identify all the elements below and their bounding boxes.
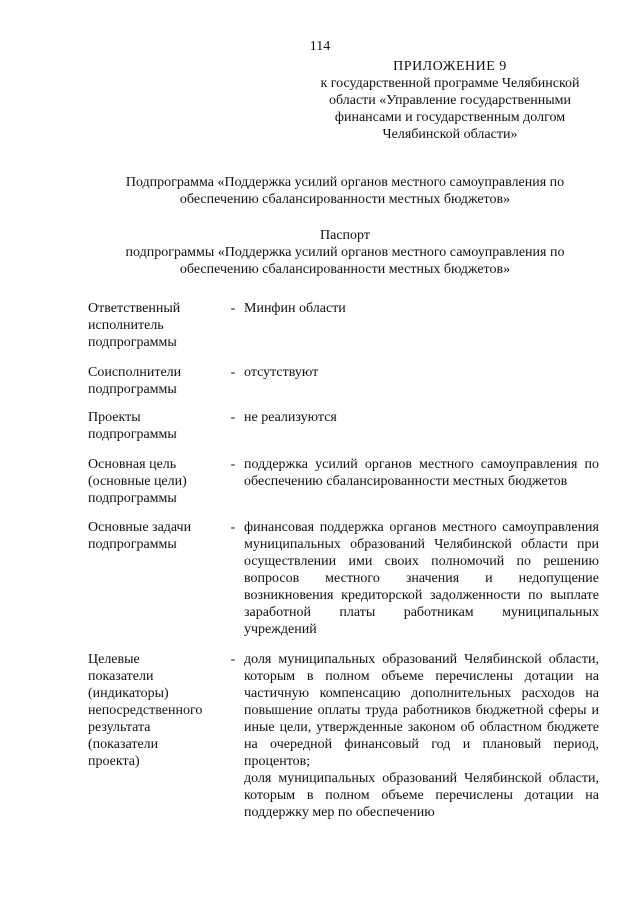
subprogram-heading [95,174,595,208]
row-dash: - [230,457,236,472]
row-label-line: подпрограммы [88,537,177,552]
row-value-paragraph: Минфин области [244,301,346,316]
row-label-line: результата [88,720,151,735]
row-value [244,364,599,381]
passport-title: Паспорт [320,228,370,243]
row-label-line: Соисполнители [88,365,182,380]
subprogram-heading-line: Подпрограмма «Поддержка усилий органов местного самоуправления по [125,175,565,190]
row-dash: - [230,301,236,316]
row-value-paragraph: отсутствуют [244,365,319,380]
row-label-line: Основная цель [88,457,177,472]
row-value-paragraph: не реализуются [244,410,337,425]
row-label [88,364,223,398]
row-label-line: (индикаторы) [88,686,169,701]
appendix-subtitle-line: к государственной программе Челябинской [320,76,580,91]
row-label-line: Проекты [88,410,141,425]
row-label-line: подпрограммы [88,427,177,442]
appendix-subtitle-line: области «Управление государственными [328,93,572,108]
row-value-paragraph: доля муниципальных образований Челябинской области, которым в полном объеме перечислены дотации на поддержку мер по обеспечению [244,771,599,820]
passport-heading [95,227,595,278]
appendix-title: ПРИЛОЖЕНИЕ 9 [393,59,507,74]
row-label-line: (показатели [88,737,159,752]
row-value [244,300,599,317]
row-dash: - [230,652,236,667]
row-label [88,300,223,351]
passport-heading-line: подпрограммы «Поддержка усилий органов местного самоуправления по [125,245,565,260]
row-label-line: Целевые [88,652,140,667]
row-value-paragraph: поддержка усилий органов местного самоуправления по обеспечению сбалансированности местных бюджетов [244,457,599,489]
row-label-line: показатели [88,669,154,684]
row-value [244,456,599,490]
row-label-line: проекта) [88,754,140,769]
row-dash: - [230,410,236,425]
row-value [244,651,599,821]
row-value [244,409,599,426]
row-label-line: (основные цели) [88,474,187,489]
row-value-paragraph: доля муниципальных образований Челябинской области, которым в полном объеме перечислены дотации на частичную компенсацию дополнительных расходов на повышение оплаты труда работников бюджетной сферы и иные цели, утвержденные законом об областном бюджете на очередной финансовый год и плановый период, процентов; [244,652,599,769]
row-dash: - [230,365,236,380]
row-value [244,519,599,638]
subprogram-heading-line: обеспечению сбалансированности местных бюджетов» [179,192,511,207]
passport-heading-line: обеспечению сбалансированности местных бюджетов» [179,262,511,277]
appendix-subtitle-line: финансами и государственным долгом [334,110,566,125]
row-dash: - [230,520,236,535]
row-label-line: подпрограммы [88,382,177,397]
row-label-line: непосредственного [88,703,203,718]
row-value-paragraph: финансовая поддержка органов местного самоуправления муниципальных образований Челябинской области при осуществлении ими своих полномочий по решению вопросов местного значения и недопущение возникновения кредиторской задолженности по выплате заработной платы работникам муниципальных учреждений [244,520,599,637]
appendix-block [300,58,600,143]
page-number: 114 [309,39,331,54]
row-label [88,651,223,770]
row-label-line: исполнитель [88,318,164,333]
row-label [88,456,223,507]
row-label-line: Ответственный [88,301,181,316]
row-label [88,409,223,443]
row-label-line: Основные задачи [88,520,192,535]
row-label-line: подпрограммы [88,335,177,350]
appendix-subtitle-line: Челябинской области» [382,127,518,142]
row-label [88,519,223,553]
row-label-line: подпрограммы [88,491,177,506]
